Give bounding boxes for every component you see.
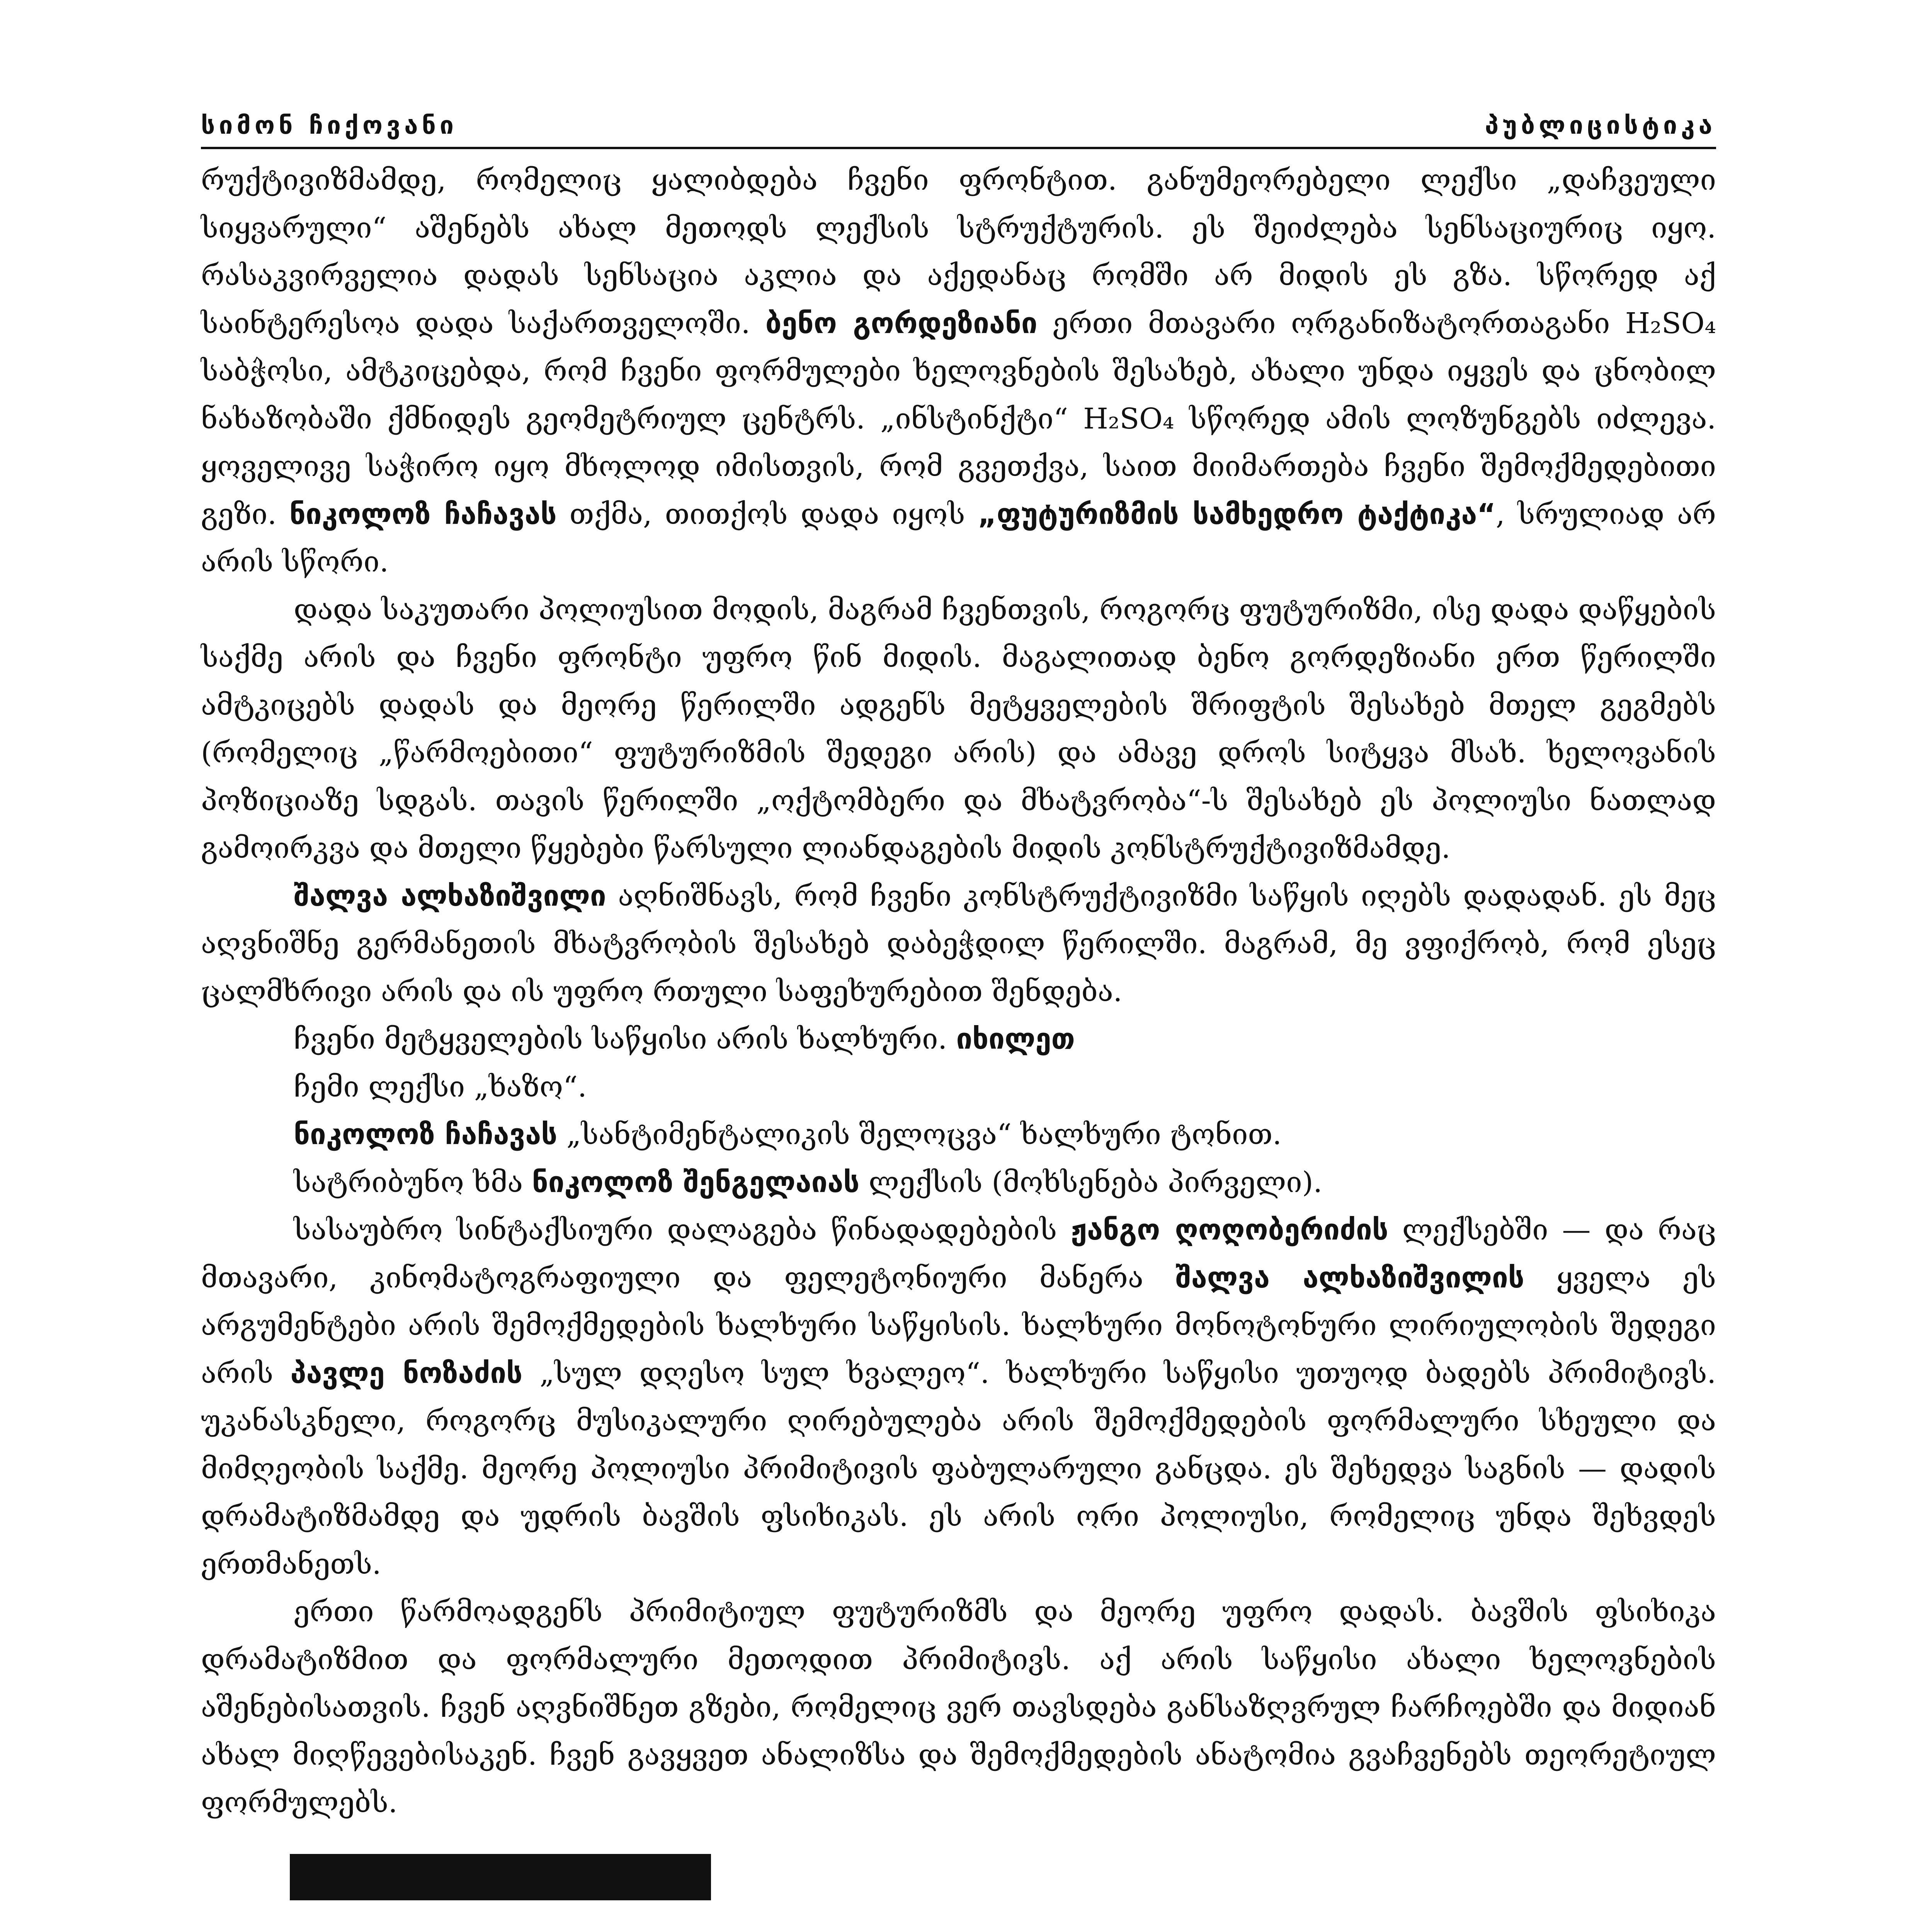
text-run: აღნიშნავს, რომ ჩვენი კონსტრუქტივიზმი საწყის იღებს დადადან. ეს მეც აღვნიშნე გერმანეთის მხატვრობის შესახებ დაბეჭდილ წერილში. მაგრამ, მე ვფიქრობ, რომ ესეც ცალმხრივი არის და ის უფრო რთული საფეხურებით შენდება. xyxy=(201,879,1716,1008)
bold-name: ნიკოლოზ შენგელაიას xyxy=(532,1165,860,1199)
body-text xyxy=(201,156,1716,1932)
text-run: ლექსის (მოხსენება პირველი). xyxy=(859,1165,1323,1199)
text-run: სასაუბრო სინტაქსიური დალაგება წინადადებების xyxy=(294,1213,1071,1247)
paragraph xyxy=(201,156,1716,586)
bold-name: ნიკოლოზ ჩაჩავას xyxy=(294,1118,558,1151)
paragraph xyxy=(201,1588,1716,1827)
redacted-block xyxy=(290,1854,711,1900)
paragraph xyxy=(201,1206,1716,1588)
text-run: ერთი წარმოადგენს პრიმიტიულ ფუტურიზმს და მეორე უფრო დადას. ბავშის ფსიხიკა დრამატიზმით და ფორმალური მეთოდით პრიმიტივს. აქ არის საწყისი ახალი ხელოვნების აშენებისათვის. ჩვენ აღვნიშნეთ გზები, რომელიც ვერ თავსდება განსაზღვრულ ჩარჩოებში და მიდიან ახალ მიღწევებისაკენ. ჩვენ გავყვეთ ანალიზსა და შემოქმედების ანატომია გვაჩვენებს თეორეტიულ ფორმულებს. xyxy=(201,1595,1716,1819)
bold-name: ჟანგო ღოღობერიძის xyxy=(1071,1213,1388,1247)
paragraph xyxy=(201,586,1716,872)
paragraph xyxy=(201,1159,1716,1207)
text-run: ჩვენი მეტყველების საწყისი არის ხალხური. xyxy=(294,1022,956,1056)
text-run: , სრულიად არ არის სწორი. xyxy=(201,497,1716,578)
bold-name: „ფუტურიზმის სამხედრო ტაქტიკა“ xyxy=(978,497,1496,531)
text-run: რუქტივიზმამდე, რომელიც ყალიბდება ჩვენი ფრონტით. განუმეორებელი ლექსი „დაჩვეული სიყვარული“ აშენებს ახალ მეთოდს ლექსის სტრუქტურის. ეს შეიძლება სენსაციურიც იყო. რასაკვირველია დადას სენსაცია აკლია და აქედანაც რომში არ მიდის ეს გზა. სწორედ აქ საინტერესოა დადა საქართველოში. xyxy=(201,163,1716,340)
paragraph xyxy=(201,1063,1716,1111)
text-run: თქმა, თითქოს დადა იყოს xyxy=(556,497,978,531)
paragraph xyxy=(201,1015,1716,1063)
paragraph xyxy=(201,872,1716,1016)
text-run: „სულ დღესო სულ ხვალეო“. ხალხური საწყისი უთუოდ ბადებს პრიმიტივს. უკანასკნელი, როგორც მუსიკალური ღირებულება არის შემოქმედების ფორმალური სხეული და მიმღეობის საქმე. მეორე პოლიუსი პრიმიტივის ფაბულარული განცდა. ეს შეხედვა საგნის — დადის დრამატიზმამდე და უდრის ბავშის ფსიხიკას. ეს არის ორი პოლიუსი, რომელიც უნდა შეხვდეს ერთმანეთს. xyxy=(201,1356,1716,1581)
text-run: „სანტიმენტალიკის შელოცვა“ ხალხური ტონით. xyxy=(557,1118,1282,1151)
bold-name: იხილეთ xyxy=(956,1022,1075,1056)
bold-name: შალვა ალხაზიშვილის xyxy=(1175,1261,1524,1294)
header-author: სიმონ ჩიქოვანი xyxy=(201,111,458,140)
paragraph xyxy=(201,1111,1716,1159)
bold-name: შალვა ალხაზიშვილი xyxy=(294,879,606,913)
paragraphs-before-redaction xyxy=(201,156,1716,1827)
text-run: ერთი მთავარი ორგანიზატორთაგანი H₂SO₄ საბჭოსი, ამტკიცებდა, რომ ჩვენი ფორმულები ხელოვნების შესახებ, ახალი უნდა იყვეს და ცნობილ ნახაზობაში ქმნიდეს გეომეტრიულ ცენტრს. „ინსტინქტი“ H₂SO₄ სწორედ ამის ლოზუნგებს იძლევა. ყოველივე საჭირო იყო მხოლოდ იმისთვის, რომ გვეთქვა, საით მიიმართება ჩვენი შემოქმედებითი გეზი. xyxy=(201,306,1716,531)
text-run: დადა საკუთარი პოლიუსით მოდის, მაგრამ ჩვენთვის, როგორც ფუტურიზმი, ისე დადა დაწყების საქმე არის და ჩვენი ფრონტი უფრო წინ მიდის. მაგალითად ბენო გორდეზიანი ერთ წერილში ამტკიცებს დადას და მეორე წერილში ადგენს მეტყველების შრიფტის შესახებ მთელ გეგმებს (რომელიც „წარმოებითი“ ფუტურიზმის შედეგი არის) და ამავე დროს სიტყვა მსახ. ხელოვანის პოზიციაზე სდგას. თავის წერილში „ოქტომბერი და მხატვრობა“-ს შესახებ ეს პოლიუსი ნათლად გამოირკვა და მთელი წყებები წარსული ლიანდაგების მიდის კონსტრუქტივიზმამდე. xyxy=(201,593,1716,865)
running-header xyxy=(201,97,1716,149)
text-run: ლექსებში — და რაც მთავარი, კინომატოგრაფიული და ფელეტონიური მანერა xyxy=(201,1213,1716,1294)
text-run: ჩემი ლექსი „ხაზო“. xyxy=(294,1070,587,1104)
bold-name: ნიკოლოზ ჩაჩავას xyxy=(289,497,557,531)
text-run: ყველა ეს არგუმენტები არის შემოქმედების ხალხური საწყისის. ხალხური მონოტონური ლირიულობის შედეგი არის xyxy=(201,1261,1716,1390)
bold-name: პავლე ნოზაძის xyxy=(290,1356,523,1390)
header-section: პუბლიცისტიკა xyxy=(1485,111,1716,140)
text-run: სატრიბუნო ხმა xyxy=(294,1165,532,1199)
bold-name: ბენო გორდეზიანი xyxy=(765,306,1038,340)
